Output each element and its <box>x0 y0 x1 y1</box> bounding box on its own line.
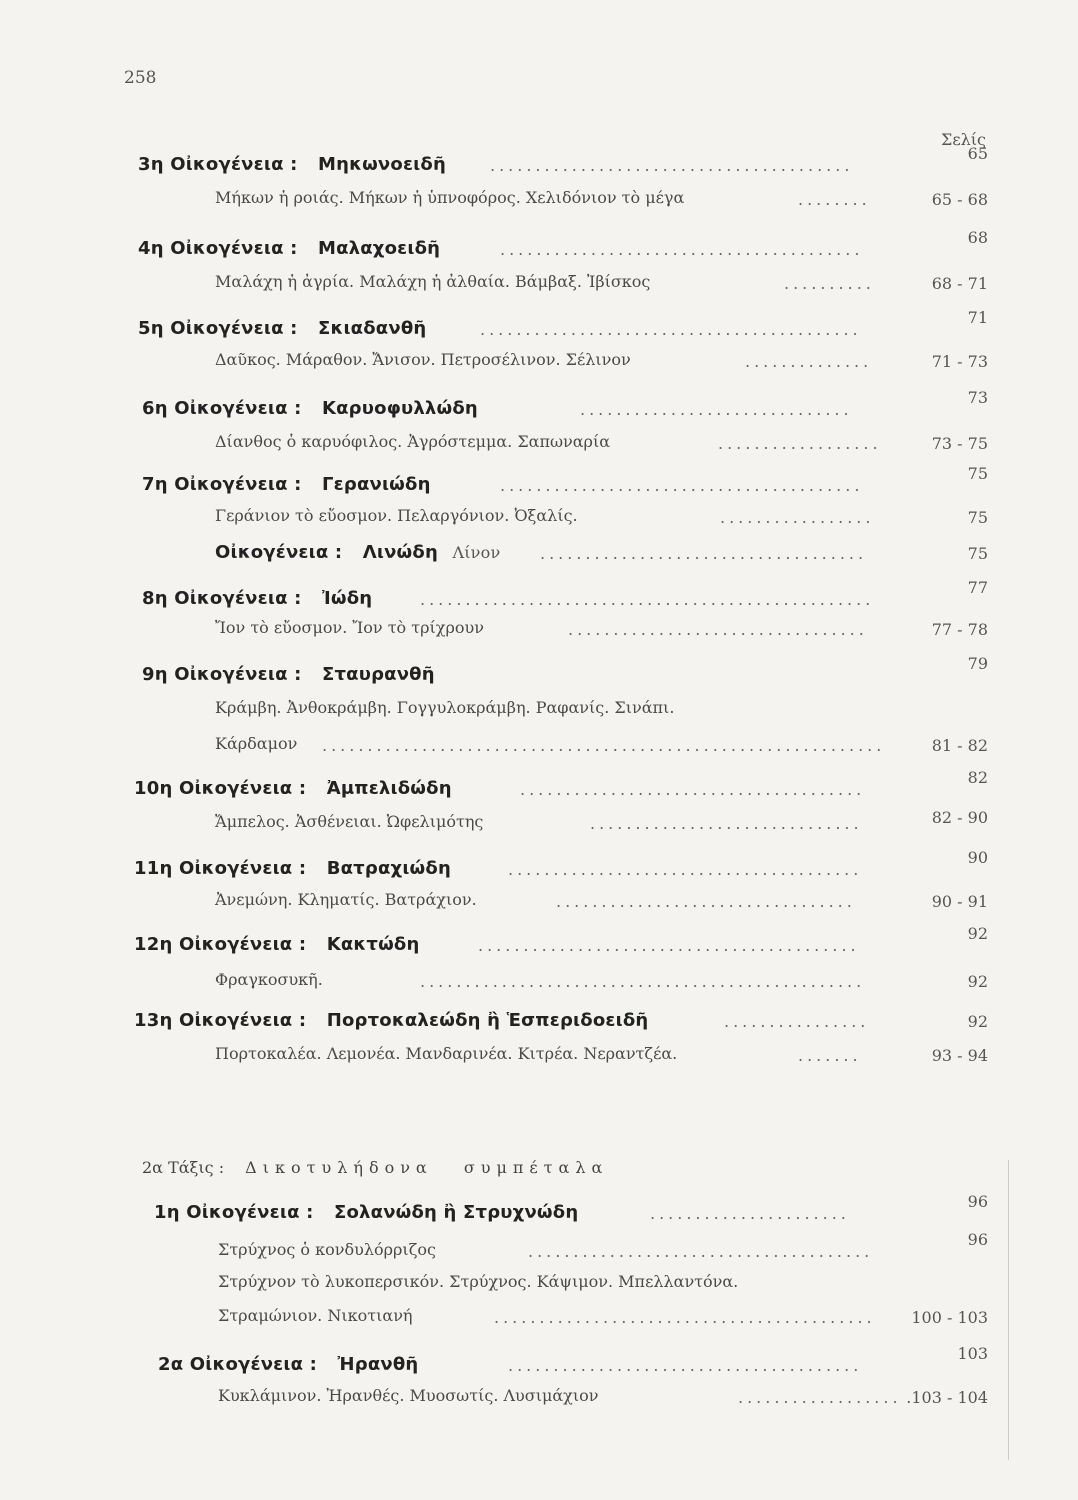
toc-family-row <box>0 1192 1078 1232</box>
toc-sub-row <box>0 188 1078 218</box>
page-ref: 73 <box>967 388 988 407</box>
family-name: Ἀμπελιδώδη <box>326 778 452 799</box>
family-label: Οἰκογένεια : <box>178 778 307 799</box>
page-ref: 79 <box>967 654 988 673</box>
page-ref: 90 - 91 <box>931 892 988 911</box>
sub-entry-text: Ἀνεμώνη. Κληματίς. Βατράχιον. <box>215 890 477 909</box>
family-extra: Λίνον <box>452 543 501 562</box>
family-label: Οἰκογένεια : <box>174 398 302 419</box>
dot-leader: ........ <box>798 190 871 209</box>
family-ordinal: 8η <box>142 588 168 609</box>
page-ref: 71 - 73 <box>931 352 988 371</box>
page-ref: 75 <box>967 544 988 563</box>
page-ref: 73 - 75 <box>931 434 988 453</box>
toc-family-row <box>0 228 1078 268</box>
toc-sub-row <box>0 350 1078 380</box>
dot-leader: ........................................ <box>500 240 864 259</box>
order-word-1: Δικοτυλήδονα <box>245 1158 433 1177</box>
family-label: Οἰκογένεια : <box>170 154 298 175</box>
family-label: Οἰκογένεια : <box>170 318 298 339</box>
page-ref: 96 <box>967 1230 988 1249</box>
family-ordinal: 13η <box>134 1010 173 1031</box>
order-number: 2α <box>142 1158 163 1177</box>
dot-leader: .......................................... <box>478 936 860 955</box>
dot-leader: ...................... <box>650 1204 850 1223</box>
sub-entry-text: Δίανθος ὁ καρυόφιλος. Ἀγρόστεμμα. Σαπωναρία <box>215 432 611 451</box>
toc-family-row <box>0 144 1078 184</box>
toc-family-row <box>0 1010 1078 1040</box>
sub-entry-text: Πορτοκαλέα. Λεμονέα. Μανδαρινέα. Κιτρέα. Νεραντζέα. <box>215 1044 678 1063</box>
family-label: Οἰκογένεια : <box>174 588 302 609</box>
sub-entry-text: Στρύχνον τὸ λυκοπερσικόν. Στρύχνος. Κάψιμον. Μπελλαντόνα. <box>218 1272 739 1291</box>
dot-leader: ........................................ <box>490 156 854 175</box>
family-label: Οἰκογένεια : <box>170 238 298 259</box>
sub-entry-text: Ἴον τὸ εὔοσμον. Ἴον τὸ τρίχρουν <box>215 618 484 637</box>
family-name: Καρυοφυλλώδη <box>321 398 478 419</box>
page-ref: 92 <box>967 924 988 943</box>
family-ordinal: 11η <box>134 858 173 879</box>
family-ordinal: 7η <box>142 474 168 495</box>
family-label: Οἰκογένεια : <box>178 934 307 955</box>
page-ref: 82 <box>967 768 988 787</box>
toc-sub-row <box>0 1230 1078 1270</box>
sub-entry-text: Μήκων ἡ ροιάς. Μήκων ἡ ὑπνοφόρος. Χελιδόνιον τὸ μέγα <box>215 188 685 207</box>
toc-sub-row <box>0 734 1078 764</box>
toc-sub-row <box>0 1272 1078 1302</box>
toc-sub-row <box>0 970 1078 1000</box>
page-ref: 103 <box>957 1344 988 1363</box>
family-ordinal: 9η <box>142 664 168 685</box>
dot-leader: ................................. <box>568 620 868 639</box>
page-ref: 68 <box>967 228 988 247</box>
family-name: Κακτώδη <box>326 934 420 955</box>
toc-sub-row <box>0 272 1078 302</box>
sub-entry-text: Γεράνιον τὸ εὔοσμον. Πελαργόνιον. Ὀξαλίς. <box>215 506 578 525</box>
page-ref: 68 - 71 <box>931 274 988 293</box>
sub-entry-text: Φραγκοσυκῆ. <box>215 970 323 989</box>
family-label: Οἰκογένεια : <box>178 1010 307 1031</box>
order-word-2: συμπέταλα <box>463 1158 609 1177</box>
family-label: Οἰκογένεια : <box>186 1202 314 1223</box>
dot-leader: ....................................... <box>508 860 863 879</box>
toc-sub-row <box>0 808 1078 842</box>
family-label: Οἰκογένεια : <box>174 474 302 495</box>
dot-leader: .................................................. <box>420 590 875 609</box>
sub-entry-text: Στρύχνος ὁ κονδυλόρριζος <box>218 1240 436 1259</box>
dot-leader: .................................... <box>540 544 868 563</box>
page-ref: 75 <box>967 464 988 483</box>
sub-entry-text: Στραμώνιον. Νικοτιανή <box>218 1306 413 1325</box>
toc-sub-row <box>0 698 1078 728</box>
family-label: Οἰκογένεια : <box>189 1354 318 1375</box>
dot-leader: ....................................... <box>508 1356 863 1375</box>
sub-entry-text: Ἄμπελος. Ἀσθένειαι. Ὠφελιμότης <box>215 812 484 831</box>
family-ordinal: 2α <box>158 1354 184 1375</box>
toc-sub-row <box>0 432 1078 462</box>
dot-leader: .......... <box>784 274 875 293</box>
family-ordinal: 10η <box>134 778 173 799</box>
toc-family-row <box>0 464 1078 504</box>
family-name: Σκιαδανθῆ <box>317 318 427 339</box>
sub-entry-text: Δαῦκος. Μάραθον. Ἄνισον. Πετροσέλινον. Σέλινον <box>215 350 631 369</box>
dot-leader: .............. <box>745 352 873 371</box>
toc-family-row <box>0 848 1078 888</box>
toc-sub-row <box>0 618 1078 648</box>
sub-entry-text: Μαλάχη ἡ ἀγρία. Μαλάχη ἡ ἀλθαία. Βάμβαξ. Ἰβίσκος <box>215 272 651 291</box>
family-name: Ἠρανθῆ <box>337 1354 419 1375</box>
dot-leader: ................ <box>724 1012 870 1031</box>
page-ref: 65 - 68 <box>931 190 988 209</box>
page-ref: 92 <box>967 972 988 991</box>
dot-leader: ................. <box>720 508 875 527</box>
page-ref: 65 <box>967 144 988 163</box>
page-ref: 92 <box>967 1012 988 1031</box>
family-name: Ἰώδη <box>321 588 373 609</box>
dot-leader: ................................. <box>556 892 856 911</box>
family-ordinal: 12η <box>134 934 173 955</box>
page-number: 258 <box>124 68 157 88</box>
dot-leader: .......................................... <box>494 1308 876 1327</box>
toc-family-row <box>0 388 1078 428</box>
family-label: Οἰκογένεια : <box>178 858 307 879</box>
toc-sub-row <box>0 890 1078 920</box>
page-ref: 77 <box>967 578 988 597</box>
page-ref: 75 <box>967 508 988 527</box>
family-ordinal: 1η <box>154 1202 180 1223</box>
sub-entry-text: Κάρδαμον <box>215 734 298 753</box>
page-ref: 90 <box>967 848 988 867</box>
family-ordinal: 5η <box>138 318 164 339</box>
order-label: Τάξις : <box>168 1158 225 1177</box>
page-ref: 71 <box>967 308 988 327</box>
dot-leader: ....... <box>798 1046 862 1065</box>
family-name: Βατραχιώδη <box>326 858 451 879</box>
sub-entry-text: Κυκλάμινον. Ἠρανθές. Μυοσωτίς. Λυσιμάχιον <box>218 1386 599 1405</box>
dot-leader: .............................. <box>590 814 863 833</box>
page-ref: 100 - 103 <box>911 1308 988 1327</box>
dot-leader: .............................. <box>580 400 853 419</box>
family-label: Οἰκογένεια : <box>174 664 302 685</box>
family-name: Σταυρανθῆ <box>321 664 435 685</box>
page-ref: 93 - 94 <box>931 1046 988 1065</box>
toc-sub-row <box>0 1044 1078 1074</box>
toc-family-row <box>0 308 1078 348</box>
family-name: Πορτοκαλεώδη ἢ Ἑσπεριδοειδῆ <box>326 1010 649 1031</box>
toc-family-row <box>0 542 1078 572</box>
column-label-page: Σελίς <box>941 130 986 149</box>
family-name: Μηκωνοειδῆ <box>317 154 446 175</box>
toc-family-row <box>0 578 1078 618</box>
toc-sub-row <box>0 506 1078 536</box>
page-ref: 81 - 82 <box>931 736 988 755</box>
family-label: Οἰκογένεια : <box>215 542 343 563</box>
family-name: Σολανώδη ἢ Στρυχνώδη <box>333 1202 579 1223</box>
toc-family-row <box>0 654 1078 694</box>
order-heading <box>142 1158 608 1177</box>
family-name: Λινώδη <box>362 542 438 563</box>
dot-leader: ................................................. <box>420 972 866 991</box>
toc-sub-row <box>0 1386 1078 1416</box>
toc-family-row <box>0 924 1078 964</box>
dot-leader: .................. <box>738 1388 902 1407</box>
dot-leader: .............................................................. <box>322 736 886 755</box>
dot-leader: ...................................... <box>528 1242 874 1261</box>
family-ordinal: 3η <box>138 154 164 175</box>
sub-entry-text: Κράμβη. Ἀνθοκράμβη. Γογγυλοκράμβη. Ραφανίς. Σινάπι. <box>215 698 675 717</box>
dot-leader: .................. <box>718 434 882 453</box>
toc-family-row <box>0 1344 1078 1384</box>
dot-leader: ...................................... <box>520 780 866 799</box>
family-ordinal: 6η <box>142 398 168 419</box>
page-ref: 77 - 78 <box>931 620 988 639</box>
page-edge-line <box>1008 1160 1009 1460</box>
dot-leader: ........................................ <box>500 476 864 495</box>
family-ordinal: 4η <box>138 238 164 259</box>
toc-family-row <box>0 768 1078 808</box>
page-ref: 82 - 90 <box>931 808 988 827</box>
page-ref: .103 - 104 <box>906 1388 988 1407</box>
family-name: Μαλαχοειδῆ <box>317 238 441 259</box>
dot-leader: .......................................... <box>480 320 862 339</box>
page-ref: 96 <box>967 1192 988 1211</box>
family-name: Γερανιώδη <box>321 474 431 495</box>
toc-sub-row <box>0 1306 1078 1336</box>
